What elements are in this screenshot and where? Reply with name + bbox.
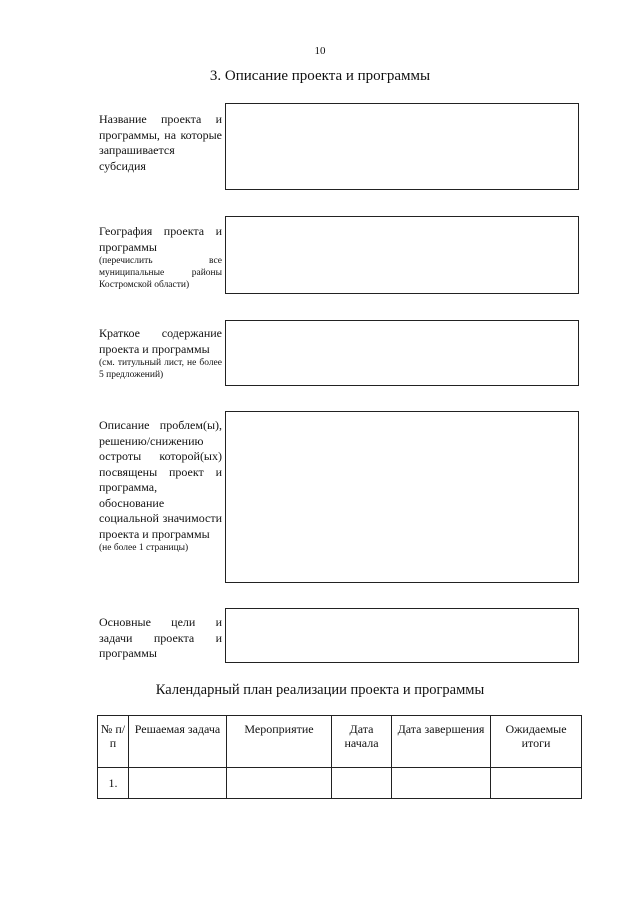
- table-header-row: [98, 716, 582, 768]
- table-cell[interactable]: [392, 768, 491, 799]
- field-label-goals: [99, 615, 222, 662]
- field-label-note: (см. титульный лист, не более 5 предложений): [99, 358, 222, 380]
- field-label-geography: [99, 224, 222, 291]
- table-cell[interactable]: [491, 768, 582, 799]
- section-title: 3. Описание проекта и программы: [209, 68, 431, 84]
- field-box-project-name[interactable]: [225, 103, 579, 190]
- column-header-task: Решаемая задача: [129, 716, 227, 768]
- field-label-text: Описание проблем(ы), решению/снижению остроты которой(ых) посвящены проект и программа, обоснование социальной значимости проекта и программы: [99, 418, 222, 541]
- page-number: 10: [314, 45, 326, 57]
- field-box-summary[interactable]: [225, 320, 579, 386]
- field-label-text: Краткое содержание проекта и программы: [99, 326, 222, 356]
- field-label-note: (не более 1 страницы): [99, 543, 189, 553]
- field-label-text: География проекта и программы: [99, 224, 222, 254]
- column-header-activity: Мероприятие: [227, 716, 332, 768]
- calendar-plan-table: [97, 715, 582, 799]
- column-header-expected-results: Ожидаемые итоги: [491, 716, 582, 768]
- table-cell[interactable]: [332, 768, 392, 799]
- field-label-text: Название проекта и программы, на которые запрашивается субсидия: [99, 112, 222, 173]
- table-cell[interactable]: [227, 768, 332, 799]
- field-label-summary: [99, 326, 222, 381]
- field-label-project-name: [99, 112, 222, 174]
- column-header-start-date: Дата начала: [332, 716, 392, 768]
- column-header-end-date: Дата завершения: [392, 716, 491, 768]
- field-box-goals[interactable]: [225, 608, 579, 663]
- field-label-text: Основные цели и задачи проекта и программы: [99, 615, 222, 660]
- plan-title: Календарный план реализации проекта и программы: [155, 682, 485, 698]
- column-header-number: № п/п: [98, 716, 129, 768]
- field-label-problem-description: [99, 418, 222, 554]
- table-cell[interactable]: [129, 768, 227, 799]
- table-cell-number: 1.: [98, 768, 129, 799]
- table-row: [98, 768, 582, 799]
- field-box-problem-description[interactable]: [225, 411, 579, 583]
- field-box-geography[interactable]: [225, 216, 579, 294]
- field-label-note: (перечислить все муниципальные районы Костромской области): [99, 256, 222, 290]
